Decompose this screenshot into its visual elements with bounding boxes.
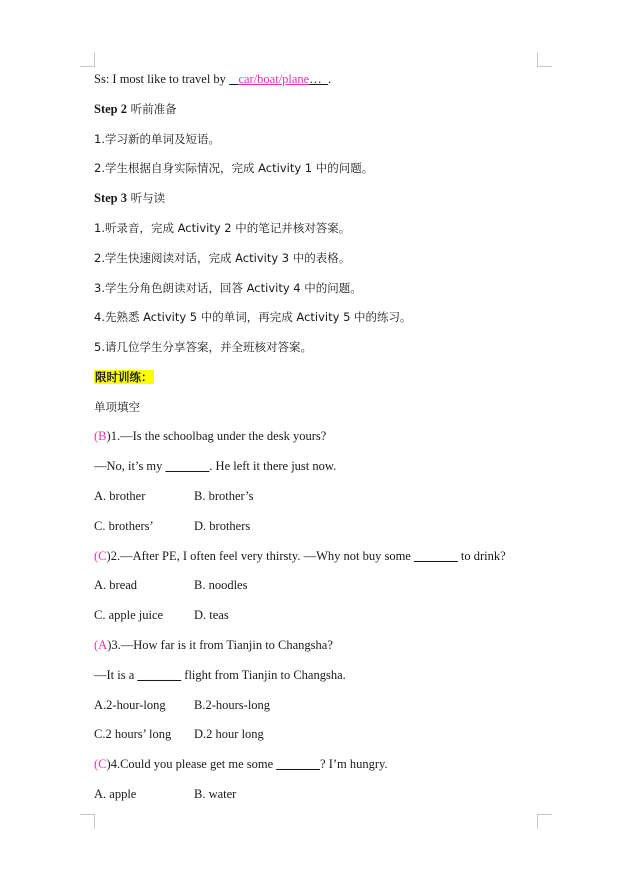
option-c: C. apple juice xyxy=(94,608,164,622)
step2-heading xyxy=(94,101,177,117)
option-a: A. apple xyxy=(94,787,137,801)
crop-mark-bottom-left xyxy=(80,814,95,829)
option-b: B. water xyxy=(194,787,237,801)
step3-item-3: 3.学生分角色朗读对话，回答 Activity 4 中的问题。 xyxy=(94,281,362,295)
step3-item-5: 5.请几位学生分享答案，并全班核对答案。 xyxy=(94,340,312,354)
question-3-options-row-1 xyxy=(94,697,270,713)
question-3-answer: A xyxy=(98,638,108,652)
step3-item-4: 4.先熟悉 Activity 5 中的单词，再完成 Activity 5 中的练习。 xyxy=(94,310,412,324)
intro-answer: car/boat/plane xyxy=(238,72,310,86)
crop-mark-top-right xyxy=(537,52,552,67)
question-4-answer: C xyxy=(98,757,107,771)
question-3-line2: —It is a _______ flight from Tianjin to Changsha. xyxy=(94,668,346,682)
intro-line: Ss: I most like to travel by car/boat/plane… . xyxy=(94,72,332,86)
option-c: C.2 hours’ long xyxy=(94,727,172,741)
option-a: A. brother xyxy=(94,489,146,503)
question-3-stem: (A)3.—How far is it from Tianjin to Changsha? xyxy=(94,638,333,652)
step3-item-1: 1.听录音，完成 Activity 2 中的笔记并核对答案。 xyxy=(94,221,351,235)
option-a: A. bread xyxy=(94,578,138,592)
question-3-text: 3.—How far is it from Tianjin to Changsha? xyxy=(111,638,333,652)
question-1-options-row-2 xyxy=(94,518,250,534)
question-4-stem: (C)4.Could you please get me some _______? I’m hungry. xyxy=(94,757,388,771)
section-title: 单项填空 xyxy=(94,400,140,414)
answer-blank: _______ xyxy=(165,459,210,473)
step3-title: Step 3 xyxy=(94,191,127,205)
question-1-stem: (B)1.—Is the schoolbag under the desk yours? xyxy=(94,429,327,443)
option-b: B.2-hours-long xyxy=(194,698,271,712)
intro-suffix: . xyxy=(327,72,332,86)
question-1-text: 1.—Is the schoolbag under the desk yours? xyxy=(110,429,327,443)
step2-item-2: 2.学生根据自身实际情况，完成 Activity 1 中的问题。 xyxy=(94,161,374,175)
option-d: D. brothers xyxy=(194,519,251,533)
timed-practice-heading xyxy=(94,369,154,385)
intro-prefix: Ss: I most like to travel by xyxy=(94,72,230,86)
option-b: B. brother’s xyxy=(194,489,254,503)
step2-item-1: 1.学习新的单词及短语。 xyxy=(94,132,220,146)
option-d: D. teas xyxy=(194,608,229,622)
step3-item-2: 2.学生快速阅读对话，完成 Activity 3 中的表格。 xyxy=(94,251,351,265)
answer-blank: _______ xyxy=(276,757,321,771)
question-2-answer: C xyxy=(98,549,107,563)
crop-mark-bottom-right xyxy=(537,814,552,829)
question-4-options-row-1 xyxy=(94,786,236,802)
option-c: C. brothers’ xyxy=(94,519,154,533)
step3-title-cn: 听与读 xyxy=(127,191,166,205)
question-2-options-row-1 xyxy=(94,577,247,593)
option-b: B. noodles xyxy=(194,578,248,592)
question-1-options-row-1 xyxy=(94,488,254,504)
option-d: D.2 hour long xyxy=(194,727,264,741)
option-a: A.2-hour-long xyxy=(94,698,166,712)
crop-mark-top-left xyxy=(80,52,95,67)
answer-blank: _______ xyxy=(413,549,458,563)
answer-blank: _______ xyxy=(137,668,182,682)
question-2-stem: (C)2.—After PE, I often feel very thirsty. —Why not buy some _______ to drink? xyxy=(94,549,506,563)
question-3-options-row-2 xyxy=(94,726,264,742)
step2-title-cn: 听前准备 xyxy=(127,102,177,116)
question-1-answer: B xyxy=(98,429,107,443)
step3-heading xyxy=(94,190,165,206)
timed-practice-label: 限时训练： xyxy=(95,370,153,384)
step2-title: Step 2 xyxy=(94,102,127,116)
question-1-line2: —No, it’s my _______. He left it there just now. xyxy=(94,459,337,473)
question-2-options-row-2 xyxy=(94,607,229,623)
